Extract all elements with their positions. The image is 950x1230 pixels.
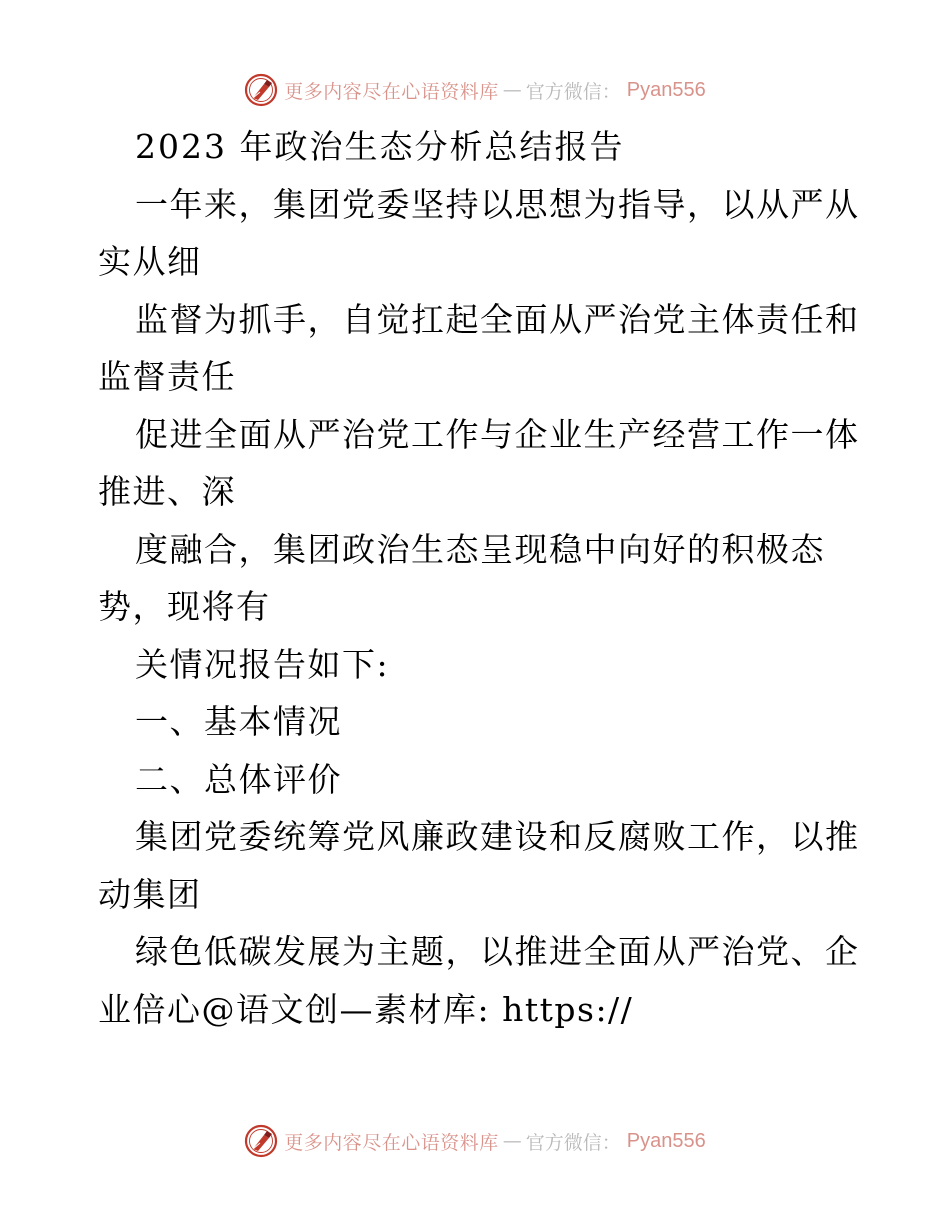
paragraph-line: 势，现将有 <box>98 587 271 626</box>
paragraph-line: 绿色低碳发展为主题，以推进全面从严治党、企 <box>135 932 860 971</box>
pen-nib-logo-icon <box>244 73 278 107</box>
section-heading: 一、基本情况 <box>135 702 342 741</box>
banner-main-text: 更多内容尽在心语资料库 <box>284 1131 499 1154</box>
paragraph-line: 推进、深 <box>98 472 236 511</box>
banner-dash: — <box>502 1130 522 1152</box>
paragraph-line: 一年来，集团党委坚持以思想为指导，以从严从 <box>135 184 860 224</box>
banner-wechat-id: Pyan556 <box>626 78 706 101</box>
header-banner <box>0 70 950 110</box>
paragraph-line: 度融合，集团政治生态呈现稳中向好的积极态 <box>135 529 825 569</box>
paragraph-line: 监督为抓手，自觉扛起全面从严治党主体责任和 <box>135 299 860 339</box>
banner-wechat-label: 官方微信： <box>525 80 621 103</box>
banner-dash: — <box>502 79 522 101</box>
paragraph-line: 关情况报告如下: <box>135 644 390 684</box>
document-body <box>98 118 858 1038</box>
banner-wechat-label: 官方微信： <box>525 1131 621 1154</box>
paragraph-line: 监督责任 <box>98 357 236 396</box>
paragraph-line: 促进全面从严治党工作与企业生产经营工作一体 <box>135 414 860 454</box>
paragraph-line: 动集团 <box>98 874 202 914</box>
banner-main-text: 更多内容尽在心语资料库 <box>284 80 499 103</box>
section-heading: 二、总体评价 <box>135 759 342 799</box>
footer-banner <box>0 1121 950 1161</box>
document-title: 2023 年政治生态分析总结报告 <box>135 127 625 166</box>
banner-wechat-id: Pyan556 <box>626 1129 706 1152</box>
paragraph-line: 业倍心@语文创—素材库: https:// <box>98 989 634 1029</box>
paragraph-line: 集团党委统筹党风廉政建设和反腐败工作，以推 <box>135 817 860 856</box>
pen-nib-logo-icon <box>244 1124 278 1158</box>
paragraph-line: 实从细 <box>98 242 202 281</box>
